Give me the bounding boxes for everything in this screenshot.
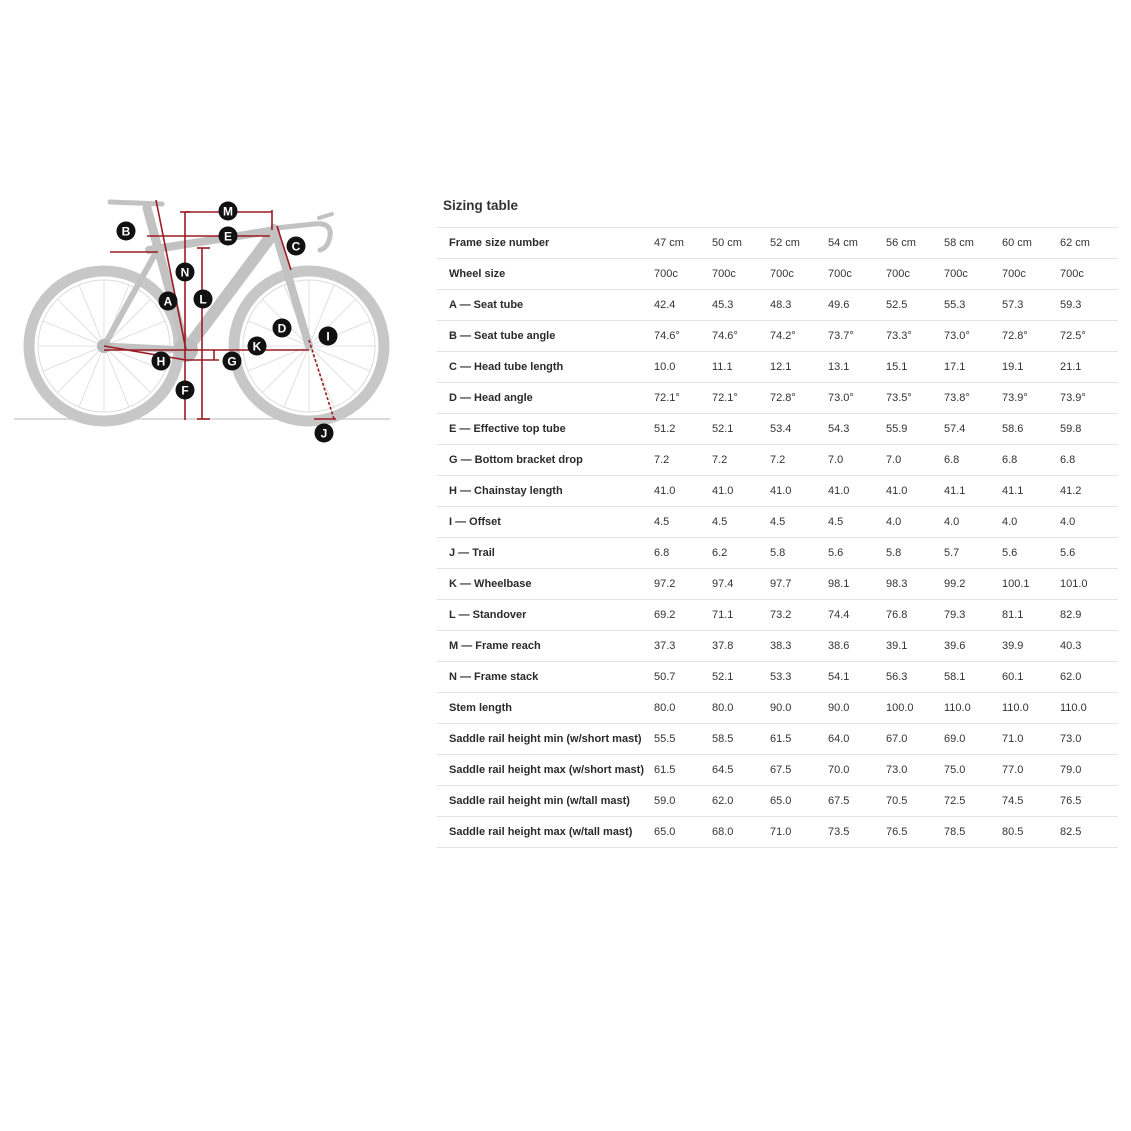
table-row (437, 259, 1118, 290)
table-cell: 700c (770, 259, 828, 290)
table-cell: 38.6 (828, 631, 886, 662)
table-cell: 90.0 (828, 693, 886, 724)
table-cell: 74.5 (1002, 786, 1060, 817)
table-cell: 70.5 (886, 786, 944, 817)
table-cell: 42.4 (654, 290, 712, 321)
row-label: N — Frame stack (437, 662, 654, 693)
table-cell: 55.5 (654, 724, 712, 755)
row-label: M — Frame reach (437, 631, 654, 662)
table-cell: 53.4 (770, 414, 828, 445)
table-row (437, 538, 1118, 569)
marker-b (117, 222, 136, 241)
row-label: A — Seat tube (437, 290, 654, 321)
svg-text:B: B (121, 224, 131, 239)
table-cell: 68.0 (712, 817, 770, 848)
table-cell: 61.5 (654, 755, 712, 786)
table-cell: 69.2 (654, 600, 712, 631)
marker-m (219, 202, 238, 221)
table-cell: 58.5 (712, 724, 770, 755)
row-label: D — Head angle (437, 383, 654, 414)
sizing-table (437, 227, 1118, 848)
table-cell: 50.7 (654, 662, 712, 693)
svg-text:G: G (227, 354, 237, 369)
marker-e (219, 227, 238, 246)
table-cell: 59.3 (1060, 290, 1118, 321)
table-cell: 71.0 (1002, 724, 1060, 755)
table-cell: 7.2 (712, 445, 770, 476)
table-cell: 73.5° (886, 383, 944, 414)
table-cell: 700c (944, 259, 1002, 290)
svg-text:N: N (180, 265, 190, 280)
row-label: J — Trail (437, 538, 654, 569)
table-cell: 73.8° (944, 383, 1002, 414)
row-label: G — Bottom bracket drop (437, 445, 654, 476)
row-label: Wheel size (437, 259, 654, 290)
table-cell: 4.5 (654, 507, 712, 538)
table-cell: 97.4 (712, 569, 770, 600)
table-cell: 6.8 (1060, 445, 1118, 476)
table-cell: 52.5 (886, 290, 944, 321)
table-cell: 73.5 (828, 817, 886, 848)
table-cell: 74.4 (828, 600, 886, 631)
table-cell: 73.3° (886, 321, 944, 352)
table-cell: 110.0 (944, 693, 1002, 724)
table-row (437, 445, 1118, 476)
table-cell: 4.0 (1060, 507, 1118, 538)
table-cell: 70.0 (828, 755, 886, 786)
table-cell: 41.1 (1002, 476, 1060, 507)
row-label: L — Standover (437, 600, 654, 631)
table-cell: 97.7 (770, 569, 828, 600)
row-label: K — Wheelbase (437, 569, 654, 600)
table-cell: 74.2° (770, 321, 828, 352)
table-cell: 76.8 (886, 600, 944, 631)
row-label: B — Seat tube angle (437, 321, 654, 352)
table-cell: 100.0 (886, 693, 944, 724)
table-cell: 73.0° (828, 383, 886, 414)
table-cell: 62.0 (1060, 662, 1118, 693)
table-cell: 65.0 (770, 786, 828, 817)
table-cell: 37.3 (654, 631, 712, 662)
table-cell: 41.0 (654, 476, 712, 507)
table-cell: 700c (886, 259, 944, 290)
table-cell: 69.0 (944, 724, 1002, 755)
table-cell: 21.1 (1060, 352, 1118, 383)
table-cell: 74.6° (712, 321, 770, 352)
table-cell: 6.2 (712, 538, 770, 569)
table-row (437, 569, 1118, 600)
table-cell: 56.3 (886, 662, 944, 693)
marker-a (159, 292, 178, 311)
table-cell: 80.0 (712, 693, 770, 724)
frame-size-header: 54 cm (828, 228, 886, 259)
table-cell: 99.2 (944, 569, 1002, 600)
table-cell: 700c (828, 259, 886, 290)
table-cell: 110.0 (1002, 693, 1060, 724)
table-cell: 7.0 (828, 445, 886, 476)
marker-j (315, 424, 334, 443)
svg-text:C: C (291, 239, 301, 254)
table-row (437, 352, 1118, 383)
table-cell: 73.0 (886, 755, 944, 786)
table-cell: 61.5 (770, 724, 828, 755)
table-cell: 78.5 (944, 817, 1002, 848)
svg-text:J: J (320, 426, 328, 441)
table-cell: 76.5 (1060, 786, 1118, 817)
table-cell: 55.9 (886, 414, 944, 445)
table-row (437, 321, 1118, 352)
svg-text:L: L (199, 292, 207, 307)
table-cell: 67.0 (886, 724, 944, 755)
table-cell: 51.2 (654, 414, 712, 445)
table-cell: 67.5 (828, 786, 886, 817)
table-cell: 97.2 (654, 569, 712, 600)
table-cell: 15.1 (886, 352, 944, 383)
svg-text:A: A (163, 294, 173, 309)
table-cell: 7.0 (886, 445, 944, 476)
table-cell: 64.0 (828, 724, 886, 755)
table-cell: 7.2 (654, 445, 712, 476)
bike-geometry-diagram (14, 190, 398, 452)
table-row (437, 817, 1118, 848)
row-label: I — Offset (437, 507, 654, 538)
table-row (437, 631, 1118, 662)
table-row (437, 414, 1118, 445)
table-cell: 58.6 (1002, 414, 1060, 445)
table-cell: 5.8 (886, 538, 944, 569)
svg-text:D: D (277, 321, 287, 336)
table-cell: 48.3 (770, 290, 828, 321)
row-label: C — Head tube length (437, 352, 654, 383)
marker-f (176, 381, 195, 400)
table-cell: 72.8° (1002, 321, 1060, 352)
table-row (437, 662, 1118, 693)
table-cell: 4.5 (770, 507, 828, 538)
frame-size-header: 56 cm (886, 228, 944, 259)
table-cell: 4.0 (886, 507, 944, 538)
row-label: Saddle rail height min (w/tall mast) (437, 786, 654, 817)
table-cell: 73.2 (770, 600, 828, 631)
table-cell: 700c (1002, 259, 1060, 290)
row-label: Saddle rail height min (w/short mast) (437, 724, 654, 755)
row-label: Frame size number (437, 228, 654, 259)
table-cell: 67.5 (770, 755, 828, 786)
table-cell: 72.8° (770, 383, 828, 414)
svg-text:I: I (326, 329, 330, 344)
table-cell: 4.5 (712, 507, 770, 538)
table-cell: 41.0 (886, 476, 944, 507)
table-cell: 73.0° (944, 321, 1002, 352)
table-cell: 54.1 (828, 662, 886, 693)
svg-text:M: M (223, 204, 233, 219)
table-cell: 59.0 (654, 786, 712, 817)
table-row (437, 600, 1118, 631)
table-cell: 80.5 (1002, 817, 1060, 848)
table-cell: 81.1 (1002, 600, 1060, 631)
table-cell: 37.8 (712, 631, 770, 662)
table-row (437, 724, 1118, 755)
table-header-row (437, 228, 1118, 259)
table-cell: 11.1 (712, 352, 770, 383)
table-cell: 49.6 (828, 290, 886, 321)
sizing-section (437, 196, 1104, 848)
frame-size-header: 58 cm (944, 228, 1002, 259)
table-cell: 41.1 (944, 476, 1002, 507)
table-cell: 72.1° (712, 383, 770, 414)
table-cell: 41.2 (1060, 476, 1118, 507)
table-cell: 71.0 (770, 817, 828, 848)
svg-text:F: F (181, 383, 189, 398)
table-cell: 700c (654, 259, 712, 290)
marker-k (248, 337, 267, 356)
table-cell: 700c (1060, 259, 1118, 290)
table-cell: 5.7 (944, 538, 1002, 569)
table-cell: 10.0 (654, 352, 712, 383)
table-cell: 62.0 (712, 786, 770, 817)
table-row (437, 693, 1118, 724)
table-row (437, 290, 1118, 321)
table-cell: 5.6 (1002, 538, 1060, 569)
marker-d (273, 319, 292, 338)
table-cell: 98.1 (828, 569, 886, 600)
table-cell: 57.4 (944, 414, 1002, 445)
table-cell: 52.1 (712, 414, 770, 445)
table-cell: 39.9 (1002, 631, 1060, 662)
frame-size-header: 62 cm (1060, 228, 1118, 259)
table-row (437, 476, 1118, 507)
svg-text:K: K (252, 339, 262, 354)
table-cell: 58.1 (944, 662, 1002, 693)
table-cell: 41.0 (770, 476, 828, 507)
table-cell: 6.8 (944, 445, 1002, 476)
table-cell: 90.0 (770, 693, 828, 724)
table-cell: 54.3 (828, 414, 886, 445)
table-cell: 82.5 (1060, 817, 1118, 848)
table-row (437, 755, 1118, 786)
row-label: Saddle rail height max (w/short mast) (437, 755, 654, 786)
table-cell: 57.3 (1002, 290, 1060, 321)
table-cell: 4.5 (828, 507, 886, 538)
table-cell: 80.0 (654, 693, 712, 724)
svg-text:H: H (156, 354, 166, 369)
table-cell: 79.3 (944, 600, 1002, 631)
table-cell: 64.5 (712, 755, 770, 786)
marker-h (152, 352, 171, 371)
table-cell: 700c (712, 259, 770, 290)
marker-g (223, 352, 242, 371)
table-cell: 38.3 (770, 631, 828, 662)
table-cell: 6.8 (1002, 445, 1060, 476)
table-cell: 73.7° (828, 321, 886, 352)
table-cell: 74.6° (654, 321, 712, 352)
table-cell: 73.9° (1002, 383, 1060, 414)
table-cell: 5.8 (770, 538, 828, 569)
row-label: Stem length (437, 693, 654, 724)
table-cell: 52.1 (712, 662, 770, 693)
frame-size-header: 47 cm (654, 228, 712, 259)
table-cell: 82.9 (1060, 600, 1118, 631)
table-cell: 59.8 (1060, 414, 1118, 445)
table-cell: 4.0 (1002, 507, 1060, 538)
marker-l (194, 290, 213, 309)
row-label: H — Chainstay length (437, 476, 654, 507)
table-cell: 98.3 (886, 569, 944, 600)
table-cell: 39.6 (944, 631, 1002, 662)
table-cell: 72.1° (654, 383, 712, 414)
table-cell: 79.0 (1060, 755, 1118, 786)
table-cell: 19.1 (1002, 352, 1060, 383)
table-cell: 7.2 (770, 445, 828, 476)
table-cell: 77.0 (1002, 755, 1060, 786)
table-cell: 110.0 (1060, 693, 1118, 724)
table-cell: 5.6 (1060, 538, 1118, 569)
row-label: Saddle rail height max (w/tall mast) (437, 817, 654, 848)
table-cell: 101.0 (1060, 569, 1118, 600)
table-cell: 39.1 (886, 631, 944, 662)
table-cell: 71.1 (712, 600, 770, 631)
marker-i (319, 327, 338, 346)
table-cell: 53.3 (770, 662, 828, 693)
table-cell: 75.0 (944, 755, 1002, 786)
row-label: E — Effective top tube (437, 414, 654, 445)
marker-n (176, 263, 195, 282)
table-cell: 76.5 (886, 817, 944, 848)
table-cell: 12.1 (770, 352, 828, 383)
table-cell: 45.3 (712, 290, 770, 321)
frame-size-header: 60 cm (1002, 228, 1060, 259)
table-cell: 72.5 (944, 786, 1002, 817)
table-cell: 73.0 (1060, 724, 1118, 755)
table-row (437, 383, 1118, 414)
sizing-table-title: Sizing table (443, 198, 519, 213)
table-cell: 5.6 (828, 538, 886, 569)
table-cell: 41.0 (828, 476, 886, 507)
frame-size-header: 50 cm (712, 228, 770, 259)
table-cell: 17.1 (944, 352, 1002, 383)
table-row (437, 507, 1118, 538)
table-cell: 73.9° (1060, 383, 1118, 414)
table-cell: 41.0 (712, 476, 770, 507)
table-cell: 13.1 (828, 352, 886, 383)
table-row (437, 786, 1118, 817)
table-cell: 55.3 (944, 290, 1002, 321)
table-cell: 60.1 (1002, 662, 1060, 693)
marker-c (287, 237, 306, 256)
table-cell: 40.3 (1060, 631, 1118, 662)
table-cell: 100.1 (1002, 569, 1060, 600)
table-cell: 72.5° (1060, 321, 1118, 352)
frame-size-header: 52 cm (770, 228, 828, 259)
table-cell: 6.8 (654, 538, 712, 569)
table-cell: 4.0 (944, 507, 1002, 538)
svg-text:E: E (223, 229, 233, 244)
table-cell: 65.0 (654, 817, 712, 848)
